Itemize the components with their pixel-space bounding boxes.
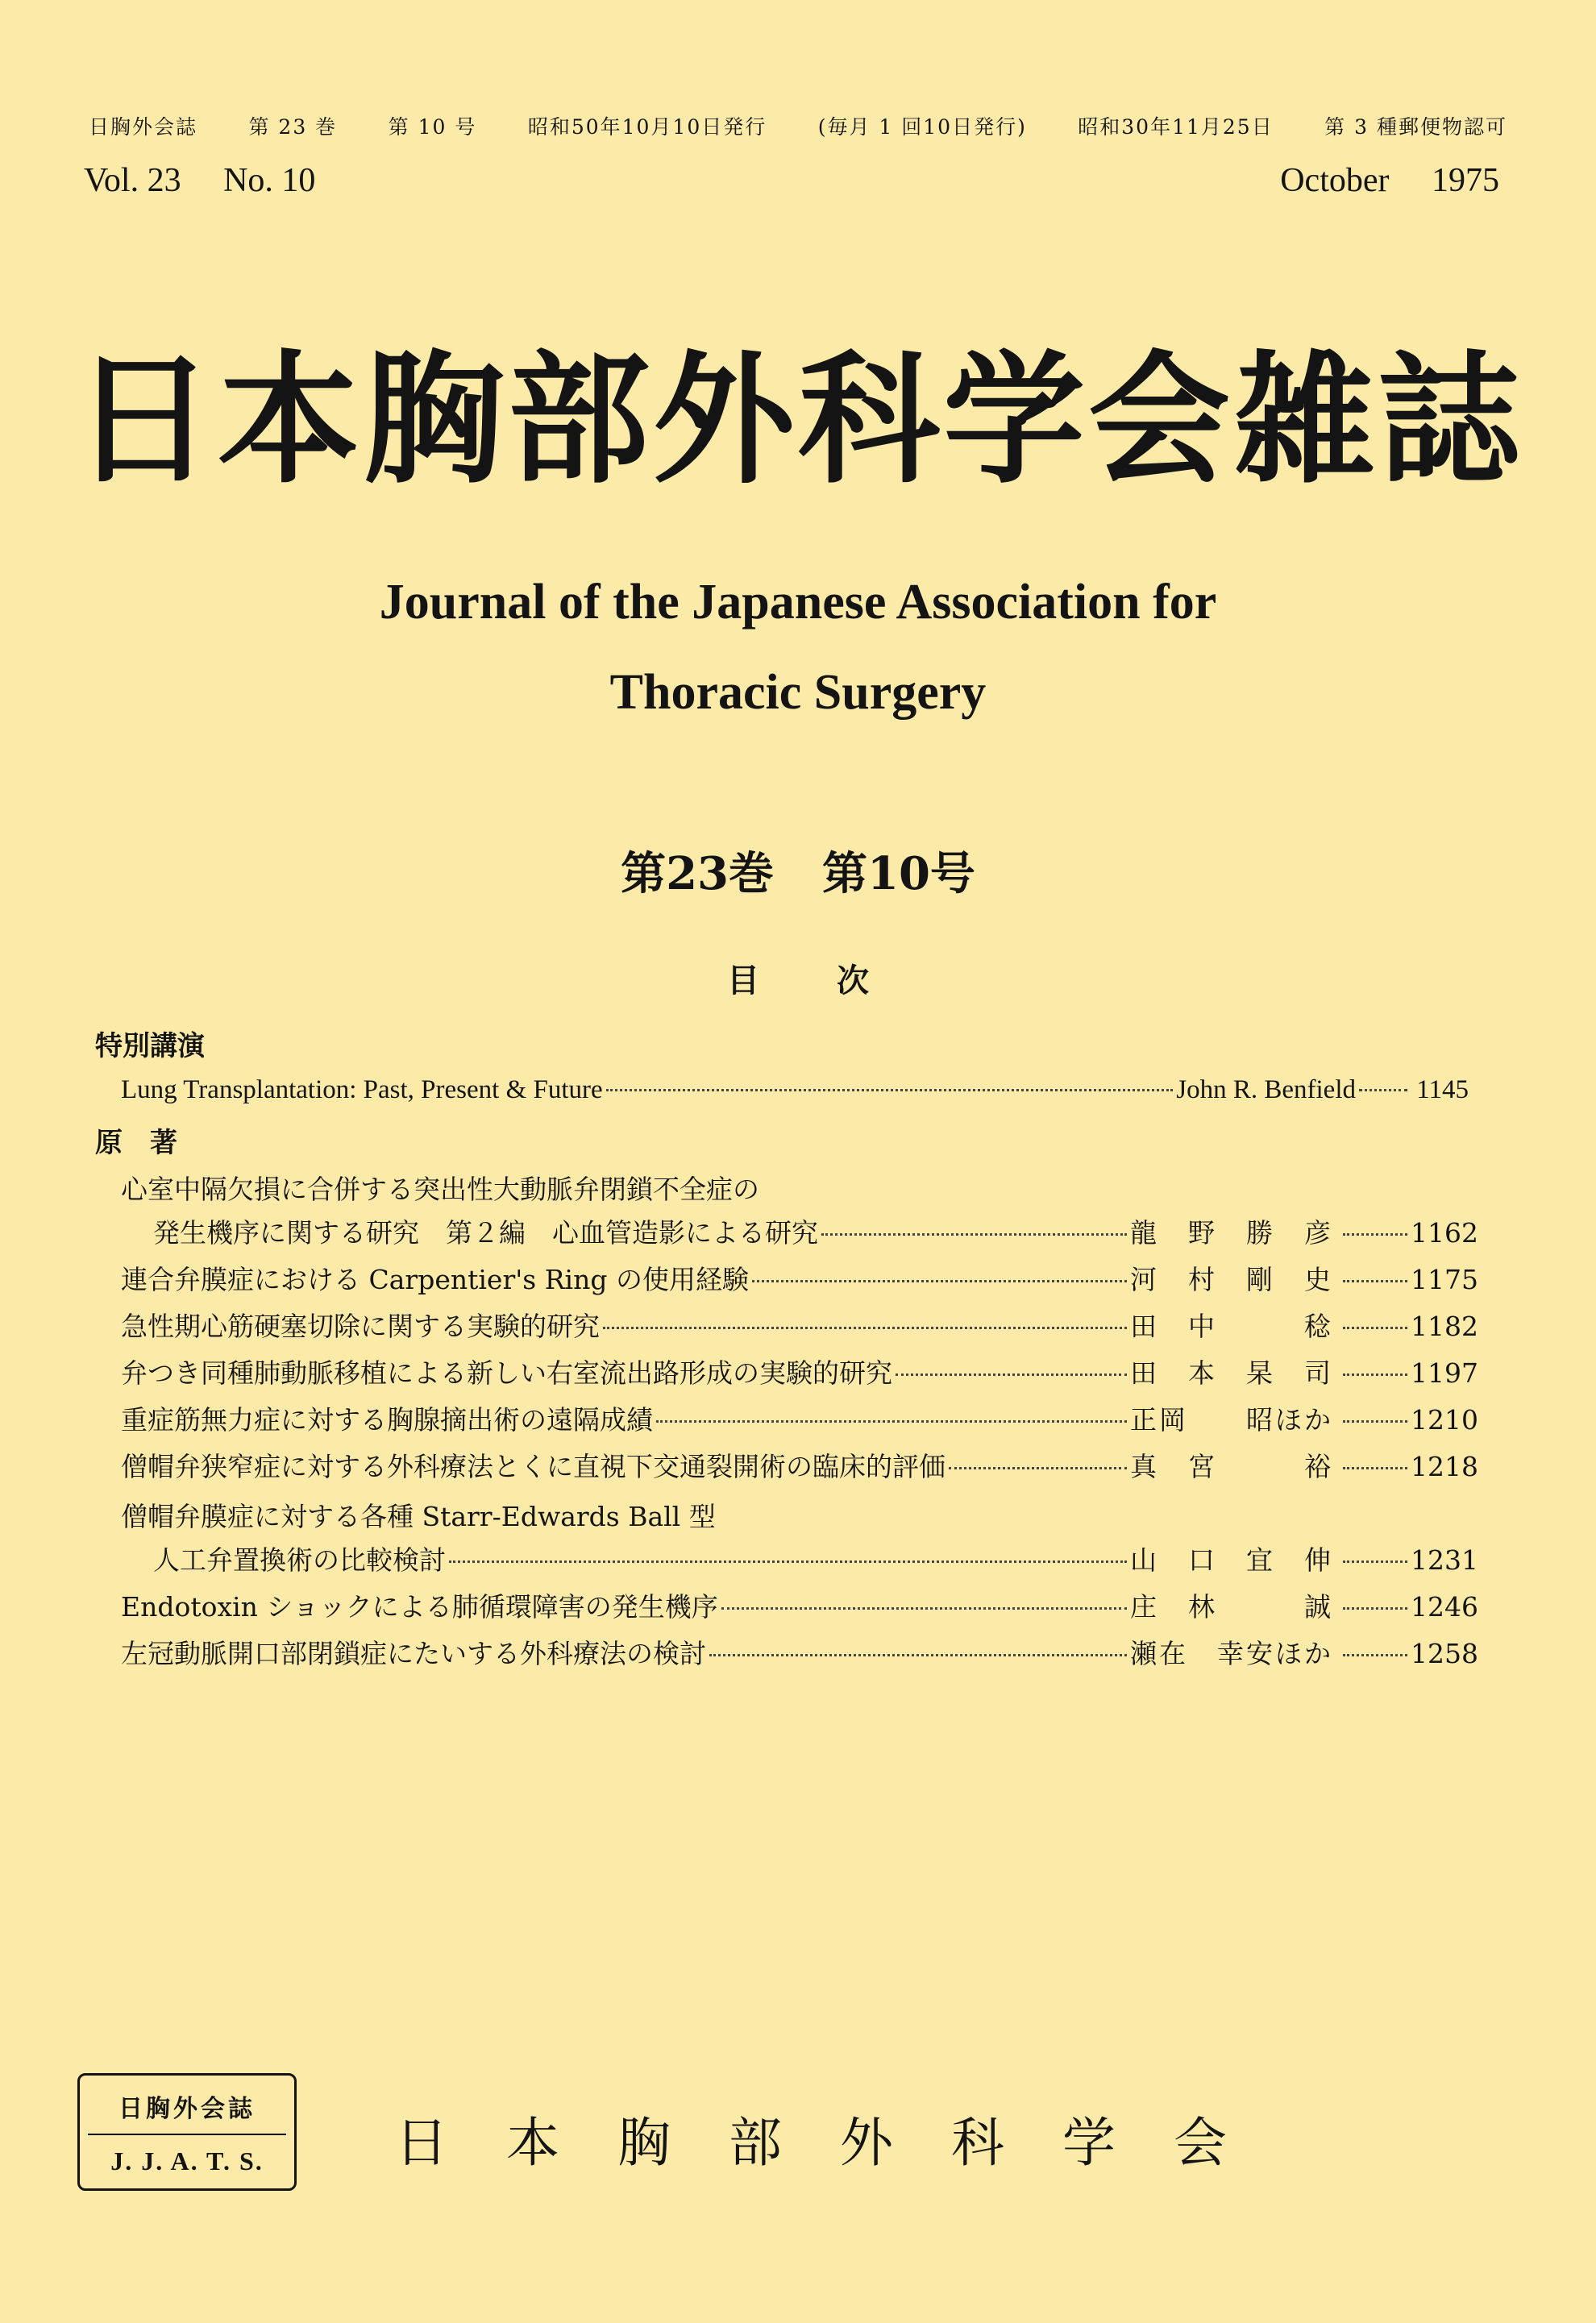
leader-dots (752, 1280, 1127, 1282)
toc-entry-title: Endotoxin ショックによる肺循環障害の発生機序 (121, 1591, 718, 1623)
journal-title-jp: 日本胸部外科学会雑誌 (72, 336, 1523, 503)
section-heading-originals: 原 著 (95, 1127, 177, 1159)
leader-dots (1359, 1089, 1407, 1091)
header-volume-jp: 第 23 巻 (248, 115, 338, 139)
leader-dots (1343, 1327, 1407, 1329)
toc-entry[interactable] (121, 1449, 1478, 1485)
toc-entry-page: 1218 (1411, 1451, 1478, 1482)
leader-dots (1343, 1560, 1407, 1563)
toc-entry-author: John R. Benfield (1176, 1075, 1356, 1104)
volume-row (84, 161, 1499, 200)
stamp-abbrev-jp: 日胸外会誌 (118, 2095, 256, 2123)
journal-title-en-line2: Thoracic Surgery (609, 665, 987, 720)
header-top-line (89, 111, 1507, 140)
toc-entry-page: 1145 (1416, 1075, 1469, 1104)
leader-dots (1343, 1420, 1407, 1423)
toc-entry-author: 龍 野 勝 彦 (1130, 1217, 1333, 1249)
toc-entry[interactable] (121, 1590, 1478, 1625)
toc-entry-page: 1231 (1411, 1544, 1478, 1576)
toc-entry-page: 1258 (1411, 1638, 1478, 1669)
leader-dots (606, 1089, 1174, 1091)
publisher-name: 日本胸部外科学会 (395, 2112, 1285, 2174)
toc-entry[interactable] (121, 1309, 1478, 1344)
leader-dots (1343, 1373, 1407, 1376)
toc-entry[interactable] (153, 1216, 1478, 1251)
leader-dots (656, 1420, 1127, 1423)
toc-entry[interactable] (121, 1356, 1478, 1391)
leader-dots (1343, 1607, 1407, 1610)
issue-volume: 第23巻 (621, 847, 774, 900)
toc-entry-author: 田 中 稔 (1130, 1311, 1333, 1342)
leader-dots (949, 1467, 1127, 1469)
issue-year: 1975 (1432, 162, 1499, 199)
toc-entry-title: 急性期心筋硬塞切除に関する実験的研究 (121, 1311, 600, 1342)
toc-entry-title: 左冠動脈開口部閉鎖症にたいする外科療法の検討 (121, 1638, 706, 1669)
toc-entry-title: 人工弁置換術の比較検討 (153, 1544, 446, 1576)
toc-entry-author: 河 村 剛 史 (1130, 1264, 1333, 1295)
leader-dots (1343, 1233, 1407, 1236)
toc-entry-author: 田 本 杲 司 (1130, 1357, 1333, 1389)
toc-entry-title-continued: 僧帽弁膜症に対する各種 Starr-Edwards Ball 型 (121, 1501, 716, 1532)
toc-entry-author: 正岡 昭ほか (1130, 1404, 1333, 1436)
header-journal-abbrev: 日胸外会誌 (89, 115, 198, 139)
toc-entry-page: 1175 (1411, 1264, 1478, 1295)
stamp-abbrev-en: J. J. A. T. S. (110, 2146, 264, 2175)
header-publish-date: 昭和50年10月10日発行 (527, 115, 767, 139)
toc-entry-page: 1182 (1411, 1311, 1478, 1342)
toc-entry-title: Lung Transplantation: Past, Present & Future (121, 1075, 603, 1104)
toc-entry[interactable] (153, 1543, 1478, 1578)
leader-dots (603, 1327, 1127, 1329)
toc-entry-title: 発生機序に関する研究 第２編 心血管造影による研究 (153, 1217, 818, 1249)
toc-entry[interactable] (121, 1403, 1478, 1438)
toc-entry-page: 1246 (1411, 1591, 1478, 1623)
issue-number: 第10号 (822, 847, 975, 900)
toc-entry-title: 僧帽弁狭窄症に対する外科療法とくに直視下交通裂開術の臨床的評価 (121, 1451, 946, 1482)
leader-dots (709, 1654, 1127, 1656)
toc-entry-author: 真 宮 裕 (1130, 1451, 1333, 1482)
toc-entry-author: 瀬在 幸安ほか (1130, 1638, 1333, 1669)
toc-entry-page: 1162 (1411, 1217, 1478, 1249)
header-postal-permit: 第 3 種郵便物認可 (1324, 115, 1507, 139)
toc-entry-author: 山 口 宜 伸 (1130, 1544, 1333, 1576)
leader-dots (896, 1373, 1127, 1376)
issue-label (0, 838, 1596, 903)
header-permit-date: 昭和30年11月25日 (1078, 115, 1274, 139)
header-frequency: (毎月 1 回10日発行) (817, 115, 1027, 139)
leader-dots (449, 1560, 1127, 1563)
header-number-jp: 第 10 号 (388, 115, 477, 139)
toc-entry[interactable] (121, 1072, 1469, 1107)
leader-dots (1343, 1280, 1407, 1282)
volume-label: Vol. 23 (84, 162, 181, 199)
journal-title-en-line1: Journal of the Japanese Association for (379, 575, 1217, 630)
leader-dots (721, 1607, 1127, 1610)
leader-dots (1343, 1654, 1407, 1656)
toc-entry-page: 1210 (1411, 1404, 1478, 1436)
toc-entry-title: 連合弁膜症における Carpentier's Ring の使用経験 (121, 1264, 749, 1295)
issue-month: October (1280, 162, 1390, 199)
toc-entry-author: 庄 林 誠 (1130, 1591, 1333, 1623)
journal-stamp-box (77, 2073, 297, 2191)
stamp-divider (88, 2134, 286, 2135)
toc-entry-page: 1197 (1411, 1357, 1478, 1389)
toc-heading: 目次 (727, 962, 946, 999)
number-label: No. 10 (223, 162, 316, 199)
toc-entry[interactable] (121, 1262, 1478, 1298)
toc-entry[interactable] (121, 1636, 1478, 1672)
leader-dots (1343, 1467, 1407, 1469)
section-heading-special-lecture: 特別講演 (95, 1030, 205, 1062)
leader-dots (821, 1233, 1127, 1236)
toc-entry-title: 弁つき同種肺動脈移植による新しい右室流出路形成の実験的研究 (121, 1357, 892, 1389)
toc-entry-title-continued: 心室中隔欠損に合併する突出性大動脈弁閉鎖不全症の (121, 1174, 759, 1205)
toc-entry-title: 重症筋無力症に対する胸腺摘出術の遠隔成績 (121, 1404, 653, 1436)
